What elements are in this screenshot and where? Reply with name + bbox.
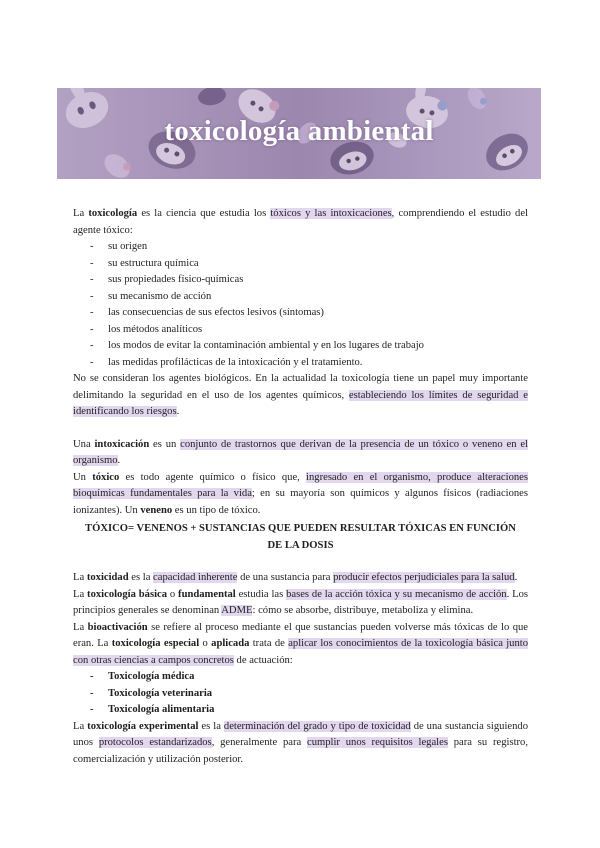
text: Un (73, 471, 93, 483)
list-item: - las medidas profilácticas de la intoxicación y el tratamiento. (73, 355, 528, 372)
page-title: toxicología ambiental (164, 115, 434, 147)
agent-study-list (73, 239, 528, 371)
paragraph-biological-agents (73, 371, 528, 421)
highlight: estableciendo los límites de seguridad e identificando los riesgos (73, 389, 529, 417)
term-bioactivacion: bioactivación (87, 621, 148, 633)
text: o (167, 588, 179, 600)
text: de una sustancia siguiendo unos (73, 720, 528, 748)
paragraph-bioactivacion (73, 620, 528, 670)
highlight: producir efectos perjudiciales para la salud (333, 572, 515, 583)
list-item: - sus propiedades físico-químicas (73, 272, 528, 289)
text: . (176, 406, 180, 417)
text: se refiere al proceso mediante el que sustancias pueden volverse más tóxicas de lo que eran. La (73, 621, 528, 649)
highlight: ADME (221, 605, 253, 616)
list-item: - los métodos analíticos (73, 322, 528, 339)
highlight: aplicar los conocimientos de la toxicología básica junto con otras ciencias a campos concretos (73, 638, 528, 666)
text: : cómo se absorbe, distribuye, metaboliza y elimina. (252, 605, 474, 616)
term-intoxicacion: intoxicación (94, 438, 150, 450)
text: es la (198, 720, 224, 732)
highlight: cumplir unos requisitos legales (307, 737, 448, 748)
term-aplicada: aplicada (211, 638, 250, 649)
term-veneno: veneno (140, 504, 173, 516)
text: No se consideran los agentes biológicos. En la actualidad la toxicología tiene un papel muy importante delimitando la seguridad en el uso de los agentes químicos, (73, 373, 528, 401)
paragraph-toxicologia-experimental (73, 719, 528, 769)
paragraph-toxicologia-basica (73, 587, 528, 620)
highlight: conjunto de trastornos que derivan de la presencia de un tóxico o veneno en el organismo (73, 438, 528, 466)
list-item: - Toxicología veterinaria (73, 686, 528, 703)
term-toxicologia-experimental: toxicología experimental (87, 720, 199, 732)
text: . (514, 572, 518, 583)
text: es un tipo de tóxico. (172, 504, 261, 516)
text: para su registro, comercialización y utilización posterior. (73, 737, 528, 765)
list-item: - su estructura química (73, 256, 528, 273)
text: , comprendiendo el estudio del agente tóxico: (73, 208, 529, 236)
paragraph-intoxicacion (73, 437, 528, 470)
applied-fields-list (73, 669, 528, 719)
text: La (73, 720, 88, 732)
list-item: - su mecanismo de acción (73, 289, 528, 306)
text: La (73, 621, 88, 633)
text: La (73, 588, 88, 600)
highlight: protocolos estandarizados (98, 737, 212, 748)
paragraph-toxicidad (73, 570, 528, 587)
text: de una sustancia para (237, 572, 334, 583)
text: o (199, 638, 212, 649)
text: . Los principios generales se denominan (73, 588, 529, 616)
list-item: - las consecuencias de sus efectos lesivos (síntomas) (73, 305, 528, 322)
term-toxicologia-especial: toxicología especial (111, 638, 200, 649)
formula-line-1: TÓXICO= VENENOS + SUSTANCIAS QUE PUEDEN RESULTAR TÓXICAS EN FUNCIÓN (85, 523, 516, 534)
text: estudia las (235, 588, 287, 600)
list-item: - Toxicología médica (73, 669, 528, 686)
list-item: - su origen (73, 239, 528, 256)
text: es la (128, 572, 154, 583)
paragraph-toxico (73, 470, 528, 520)
highlight: determinación del grado y tipo de toxicidad (223, 720, 411, 732)
highlight: bases de la acción tóxica y su mecanismo de acción (286, 588, 507, 600)
formula-line-2: DE LA DOSIS (267, 539, 334, 551)
list-item: - Toxicología alimentaria (73, 702, 528, 719)
document-body (73, 206, 528, 768)
text: La (73, 208, 89, 219)
text: , generalmente para (211, 737, 307, 748)
term-fundamental: fundamental (178, 588, 236, 600)
list-item: - los modos de evitar la contaminación ambiental y en los lugares de trabajo (73, 338, 528, 355)
text: La (73, 572, 87, 583)
highlight: capacidad inherente (153, 572, 238, 583)
text: es todo agente químico o físico que, (119, 471, 307, 483)
term-toxico: tóxico (92, 471, 120, 483)
header-banner (57, 88, 541, 179)
text: . (117, 455, 121, 466)
highlight: ingresado en el organismo, produce alteraciones bioquímicas fundamentales para la vida (73, 471, 528, 499)
text: trata de (249, 638, 289, 649)
text: ; en su mayoría son químicos y algunos físicos (radiaciones ionizantes). Un (73, 488, 529, 516)
text: es un (149, 438, 181, 450)
highlight: tóxicos y las intoxicaciones (270, 208, 392, 219)
intro-paragraph (73, 206, 528, 239)
term-toxicologia-basica: toxicología básica (87, 588, 168, 600)
term-toxicologia: toxicología (88, 208, 138, 219)
text: de actuación: (233, 654, 293, 666)
text: Una (73, 438, 95, 450)
text: es la ciencia que estudia los (137, 208, 271, 219)
term-toxicidad: toxicidad (86, 572, 129, 583)
